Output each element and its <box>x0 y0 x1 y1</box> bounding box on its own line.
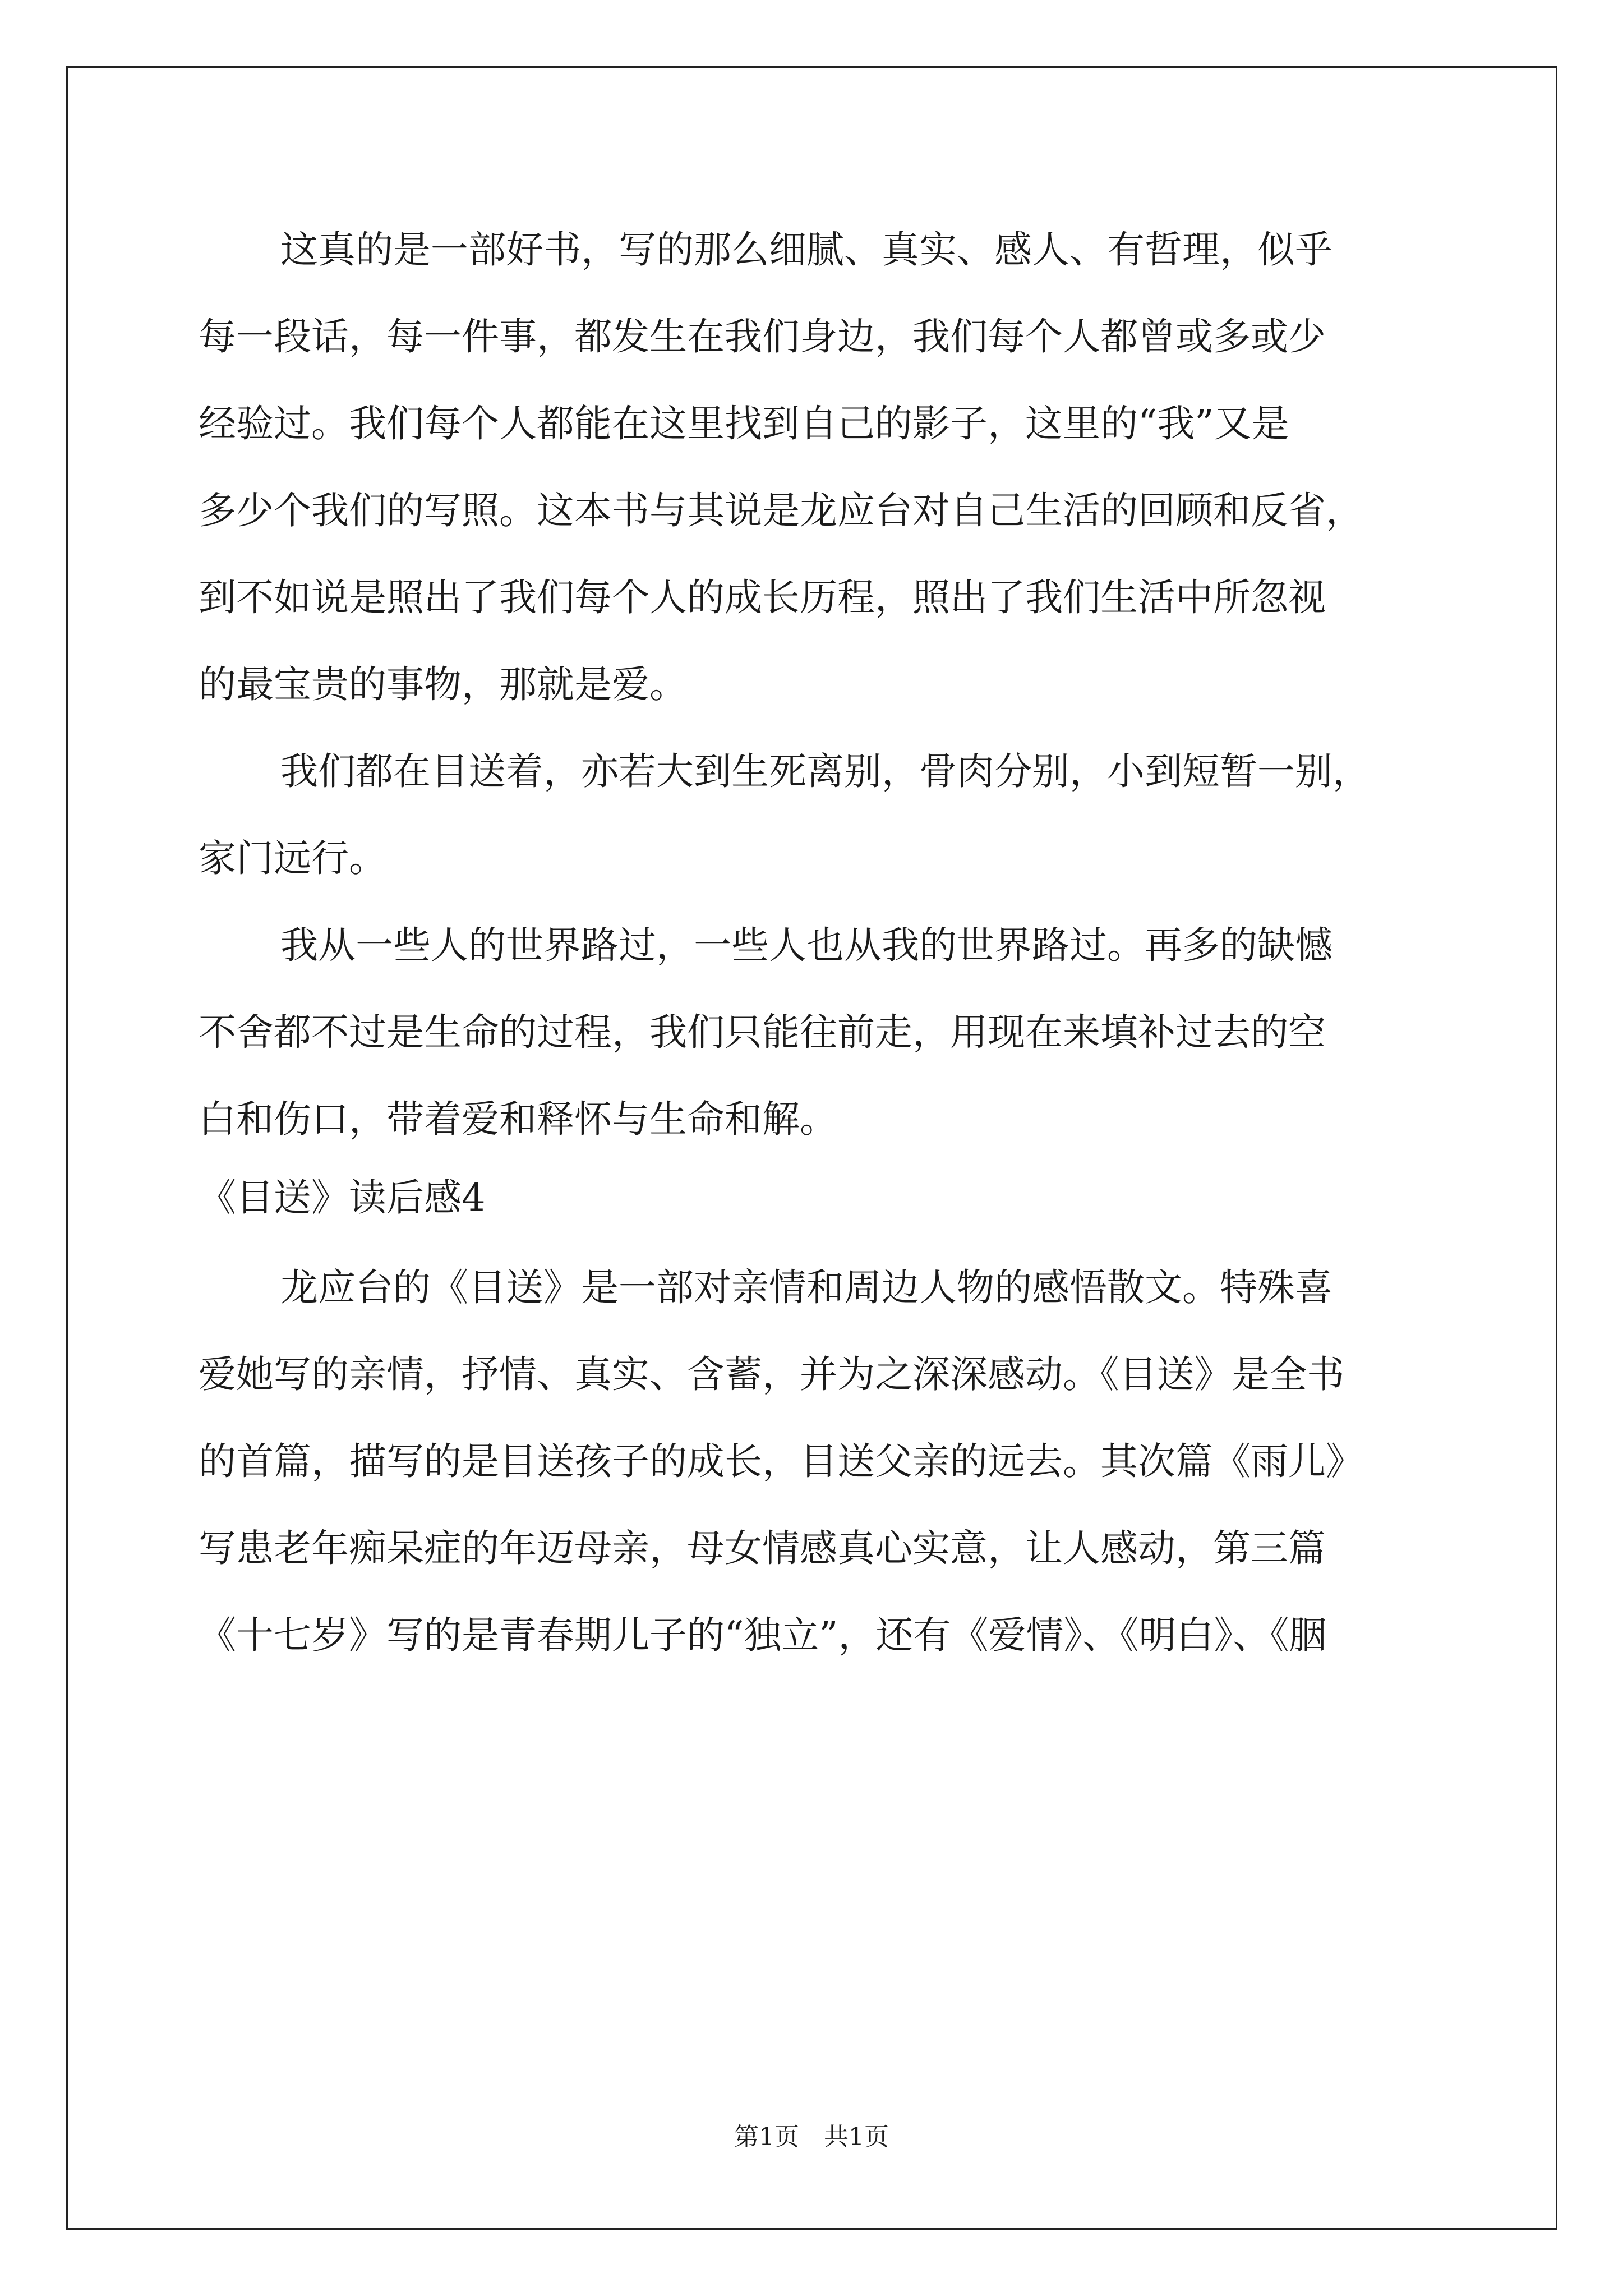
paragraph-line: 到不如说是照出了我们每个人的成长历程，照出了我们生活中所忽视 <box>199 576 1326 619</box>
paragraph-line: 龙应台的《目送》是一部对亲情和周边人物的感悟散文。特殊喜 <box>280 1266 1332 1309</box>
paragraph-line: 家门远行。 <box>199 836 386 880</box>
paragraph-line: 这真的是一部好书，写的那么细腻、真实、感人、有哲理，似乎 <box>280 228 1332 272</box>
paragraph-line: 《十七岁》写的是青春期儿子的“独立”，还有《爱情》、《明白》、《胭 <box>199 1613 1327 1657</box>
paragraph-line: 的首篇，描写的是目送孩子的成长，目送父亲的远去。其次篇《雨儿》 <box>199 1439 1363 1483</box>
paragraph-line: 的最宝贵的事物，那就是爱。 <box>199 662 687 706</box>
paragraph-line: 写患老年痴呆症的年迈母亲，母女情感真心实意，让人感动，第三篇 <box>199 1526 1326 1570</box>
paragraph-line: 白和伤口，带着爱和释怀与生命和解。 <box>199 1097 837 1141</box>
paragraph-line: 每一段话，每一件事，都发生在我们身边，我们每个人都曾或多或少 <box>199 315 1326 358</box>
page-footer: 第1页 共1页 <box>734 2123 889 2151</box>
paragraph-line: 多少个我们的写照。这本书与其说是龙应台对自己生活的回顾和反省， <box>199 489 1363 532</box>
paragraph-line: 不舍都不过是生命的过程，我们只能往前走，用现在来填补过去的空 <box>199 1010 1326 1054</box>
section-heading: 《目送》读后感4 <box>199 1176 486 1220</box>
paragraph-line: 爱她写的亲情，抒情、真实、含蓄，并为之深深感动。《目送》是全书 <box>199 1352 1345 1396</box>
paragraph-line: 经验过。我们每个人都能在这里找到自己的影子，这里的“我”又是 <box>199 402 1289 445</box>
paragraph-line: 我们都在目送着，亦若大到生死离别，骨肉分别，小到短暂一别， <box>280 749 1370 793</box>
paragraph-line: 我从一些人的世界路过，一些人也从我的世界路过。再多的缺憾 <box>280 923 1332 967</box>
